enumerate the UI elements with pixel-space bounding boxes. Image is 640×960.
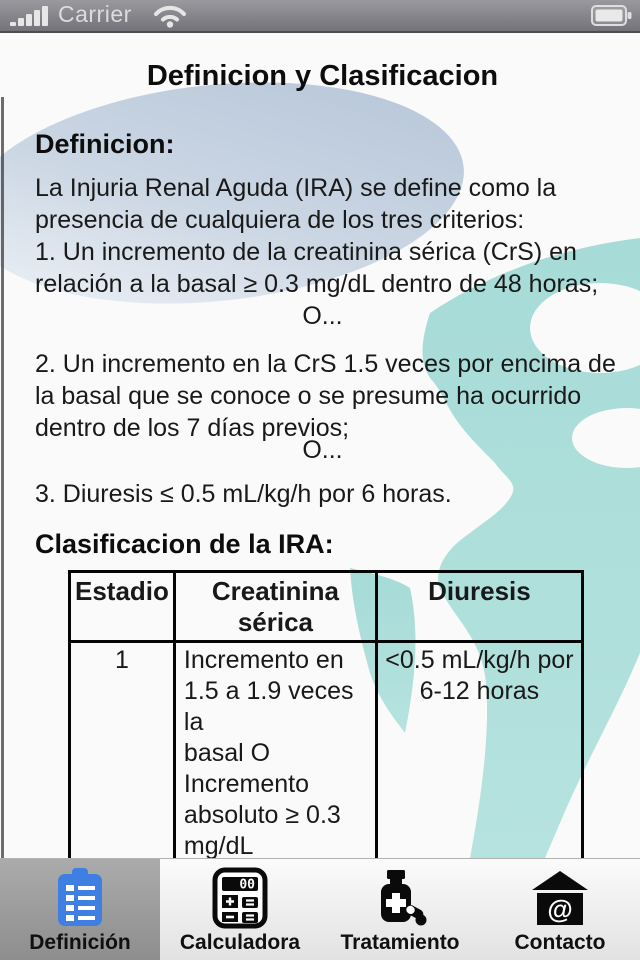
battery-icon xyxy=(591,5,632,26)
medicine-bottle-icon xyxy=(370,867,430,929)
intro-text: La Injuria Renal Aguda (IRA) se define como la presencia de cualquiera de los tres criterios: xyxy=(35,174,557,234)
status-bar xyxy=(0,0,640,33)
criterion-3: 3. Diuresis ≤ 0.5 mL/kg/h por 6 horas. xyxy=(35,480,452,508)
tab-label: Tratamiento xyxy=(340,931,460,954)
tab-label: Calculadora xyxy=(179,931,301,954)
col-header-estadio: Estadio xyxy=(70,572,175,642)
wifi-icon xyxy=(152,3,188,28)
signal-strength-icon xyxy=(8,5,54,27)
tab-calculadora[interactable] xyxy=(160,859,320,960)
tab-bar xyxy=(0,858,640,960)
tab-label: Contacto xyxy=(514,931,606,954)
tab-definicion[interactable] xyxy=(0,859,160,960)
page-title: Definicion y Clasificacion xyxy=(146,60,499,92)
col-header-diuresis: Diuresis xyxy=(376,572,582,642)
tab-contacto[interactable] xyxy=(480,859,640,960)
mail-contact-icon xyxy=(530,867,590,929)
or-separator-1: O... xyxy=(302,302,343,330)
stage-1-diuresis: <0.5 mL/kg/h por 6-12 horas xyxy=(376,642,582,859)
or-separator-2: O... xyxy=(302,436,343,464)
svg-text:@: @ xyxy=(547,894,573,924)
classification-table xyxy=(68,570,584,858)
content-area[interactable] xyxy=(0,33,640,858)
tab-tratamiento[interactable] xyxy=(320,859,480,960)
table-header-row xyxy=(70,572,583,642)
stage-1-number: 1 xyxy=(70,642,175,859)
calculator-icon xyxy=(211,867,269,929)
col-header-creatinina: Creatinina sérica xyxy=(174,572,376,642)
clipboard-icon xyxy=(53,867,107,929)
definition-heading: Definicion: xyxy=(35,129,175,159)
classification-heading: Clasificacion de la IRA: xyxy=(35,529,334,559)
criterion-2: 2. Un incremento en la CrS 1.5 veces por encima de la basal que se conoce o se presume ha ocurrido dentro de los 7 días previos; xyxy=(35,350,616,442)
tab-label: Definición xyxy=(29,931,131,954)
stage-1-creatinina: Incremento en 1.5 a 1.9 veces la basal O Incremento absoluto ≥ 0.3 mg/dL xyxy=(174,642,376,859)
carrier-label: Carrier xyxy=(58,1,132,27)
criterion-1: 1. Un incremento de la creatinina sérica (CrS) en relación a la basal ≥ 0.3 mg/dL dentro de 48 horas; xyxy=(35,238,599,298)
table-row xyxy=(70,642,583,859)
svg-text:00: 00 xyxy=(239,877,255,893)
